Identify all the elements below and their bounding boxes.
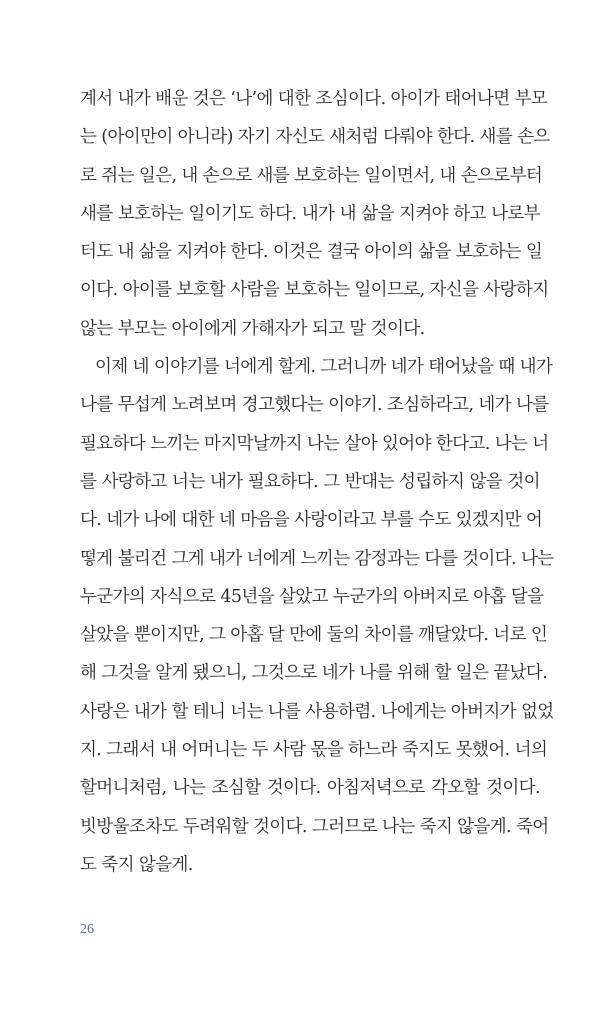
text-line: 지. 그래서 내 어머니는 두 사람 몫을 하느라 죽지도 못했어. 너의 [80, 740, 548, 761]
page-number: 26 [80, 922, 94, 937]
text-line: 계서 내가 배운 것은 ‘나’에 대한 조심이다. 아이가 태어나면 부모 [80, 89, 548, 109]
text-line: 떻게 불리건 그게 내가 너에게 느끼는 감정과는 다를 것이다. 나는 [80, 548, 554, 569]
text-line: 사랑은 내가 할 테니 너는 나를 사용하렴. 나에게는 아버지가 없었 [80, 701, 554, 722]
body-text [80, 80, 554, 884]
text-line: 로 쥐는 일은, 내 손으로 새를 보호하는 일이면서, 내 손으로부터 [80, 165, 543, 186]
text-line: 새를 보호하는 일이기도 하다. 내가 내 삶을 지켜야 하고 나로부 [80, 203, 540, 224]
text-line: 는 (아이만이 아니라) 자기 자신도 새처럼 다뤄야 한다. 새를 손으 [80, 127, 550, 148]
text-line: 누군가의 자식으로 45년을 살았고 누군가의 아버지로 아홉 달을 [80, 586, 544, 607]
text-line-paragraph-start: 이제 네 이야기를 너에게 할게. 그러니까 네가 태어났을 때 내가 [95, 357, 553, 378]
text-line-paragraph-end: 않는 부모는 아이에게 가해자가 되고 말 것이다. [80, 318, 425, 339]
text-line-paragraph-end: 도 죽지 않을게. [80, 854, 193, 875]
text-line: 나를 무섭게 노려보며 경고했다는 이야기. 조심하라고, 네가 나를 [80, 395, 549, 416]
text-line: 터도 내 삶을 지켜야 한다. 이것은 결국 아이의 삶을 보호하는 일 [80, 242, 543, 263]
text-line: 빗방울조차도 두려워할 것이다. 그러므로 나는 죽지 않을게. 죽어 [80, 816, 549, 837]
text-line: 살았을 뿐이지만, 그 아홉 달 만에 둘의 차이를 깨달았다. 너로 인 [80, 625, 548, 646]
text-line: 를 사랑하고 너는 내가 필요하다. 그 반대는 성립하지 않을 것이 [80, 471, 540, 492]
text-line: 필요하다 느끼는 마지막날까지 나는 살아 있어야 한다고. 나는 너 [80, 433, 549, 454]
text-line: 이다. 아이를 보호할 사람을 보호하는 일이므로, 자신을 사랑하지 [80, 280, 549, 301]
text-line: 다. 네가 나에 대한 네 마음을 사랑이라고 부를 수도 있겠지만 어 [80, 510, 543, 531]
text-line: 할머니처럼, 나는 조심할 것이다. 아침저녁으로 각오할 것이다. [80, 778, 540, 799]
text-line: 해 그것을 알게 됐으니, 그것으로 네가 나를 위해 할 일은 끝났다. [80, 663, 548, 684]
